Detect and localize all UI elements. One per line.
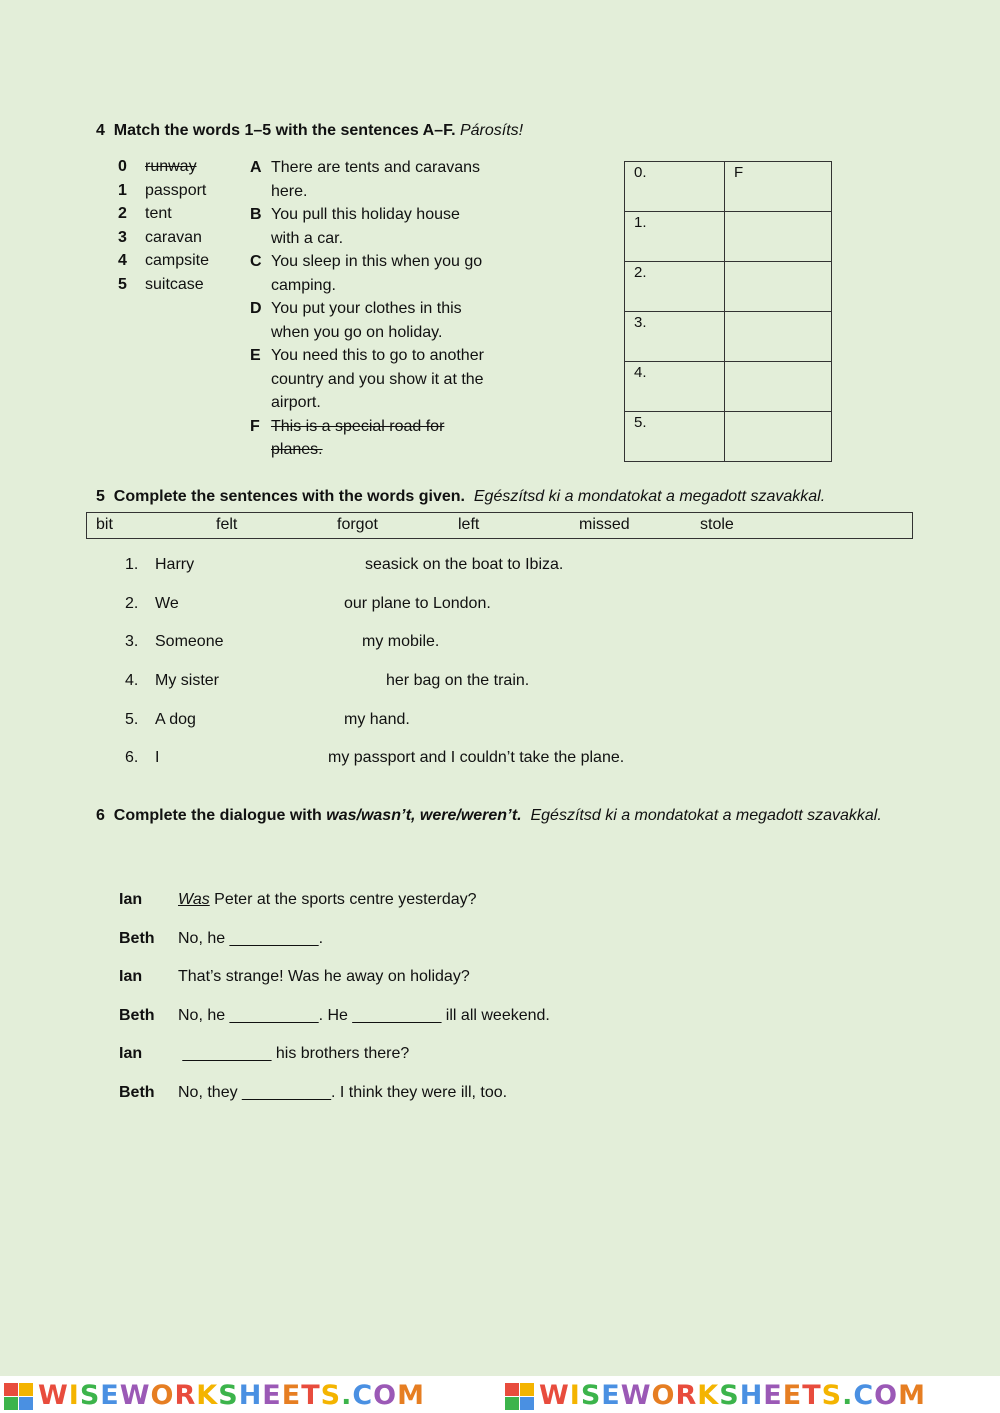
word-item: 5 suitcase [118,275,204,293]
speaker: Beth [119,1007,155,1024]
dialogue-line: Beth No, he __________. [119,930,324,947]
answer-blank[interactable]: __________ [352,1007,442,1024]
section-4-title: Match the words 1–5 with the sentences A–F. [113,122,456,139]
dialogue-line: Beth No, they __________. I think they were ill, too. [119,1084,508,1101]
answer-label: 4. [625,362,725,412]
answer-label: 3. [625,312,725,362]
section-4-number: 4 [96,122,105,139]
answer-label: 2. [625,262,725,312]
sentence-list [250,156,490,462]
answer-label: 0. [625,162,725,212]
word-item: 3 caravan [118,228,202,246]
section-6-heading [96,804,909,828]
answer-blank[interactable]: __________ [242,1084,332,1101]
section-6-number: 6 [96,807,105,824]
table-row [625,362,832,412]
table-row [625,162,832,212]
answer-blank[interactable]: __________ [182,1045,272,1062]
answer-cell[interactable]: F [725,162,832,212]
word-bank-item: stole [700,516,734,533]
answer-cell[interactable] [725,312,832,362]
section-6-title-words: was/wasn’t, were/weren’t. [326,807,522,824]
sentence-line: 4. My sister her bag on the train. [125,672,530,689]
section-5-title-hu: Egészítsd ki a mondatokat a megadott szavakkal. [473,488,826,505]
answer-blank[interactable]: __________ [229,1007,319,1024]
speaker: Beth [119,930,155,947]
brand-watermark [4,1380,425,1411]
sentence-line: 5. A dog my hand. [125,711,410,728]
brand-watermark [505,1380,926,1411]
sentence-item: C You sleep in this when you go camping. [250,253,483,294]
section-5-title: Complete the sentences with the words given. [113,488,465,505]
answer-cell[interactable] [725,412,832,462]
section-4-heading [96,122,523,140]
speaker: Ian [119,968,143,985]
dialogue-line: Beth No, he __________. He __________ ill all weekend. [119,1007,550,1024]
logo-icon [505,1383,535,1411]
table-row [625,262,832,312]
sentence-line: 6. I my passport and I couldn’t take the plane. [125,749,625,766]
speaker: Ian [119,891,143,908]
answer-cell[interactable] [725,212,832,262]
word-bank-item: left [458,516,480,533]
dialogue-line: Ian __________ his brothers there? [119,1045,410,1062]
section-4-title-hu: Párosíts! [459,122,524,139]
word-item: 2 tent [118,205,172,222]
sentence-item: B You pull this holiday house with a car. [250,206,460,247]
word-list [118,156,209,297]
section-5-heading [96,488,825,506]
answer-label: 1. [625,212,725,262]
sentence-item: E You need this to go to another country and you show it at the airport. [250,347,484,411]
dialogue-line: Ian Was Peter at the sports centre yesterday? [119,891,477,908]
logo-icon [4,1383,34,1411]
sentence-item: A There are tents and caravans here. [250,159,481,200]
section-6-title-hu: Egészítsd ki a mondatokat a megadott szavakkal. [530,807,882,824]
word-item: 0 runway [118,158,197,175]
sentence-line: 2. We our plane to London. [125,595,491,612]
table-row [625,412,832,462]
answer-blank[interactable]: __________ [229,930,319,947]
word-item: 4 campsite [118,252,210,269]
word-item: 1 passport [118,181,207,199]
word-bank-item: forgot [337,516,378,533]
dialogue-line: Ian That’s strange! Was he away on holiday? [119,968,470,985]
brand-text: WISEWORKSHEETS.COM [38,1380,425,1411]
table-row [625,212,832,262]
word-bank-item: missed [579,516,630,533]
brand-text: WISEWORKSHEETS.COM [539,1380,926,1411]
footer-watermark [0,1376,1000,1413]
sentence-line: 3. Someone my mobile. [125,633,440,650]
word-bank-item: felt [216,516,238,533]
example-answer: Was [178,891,210,908]
sentence-item: F This is a special road for planes. [250,417,445,458]
answer-table [624,161,832,462]
speaker: Ian [119,1045,143,1062]
table-row [625,312,832,362]
section-6-title: Complete the dialogue with [113,807,322,824]
answer-label: 5. [625,412,725,462]
sentence-item: D You put your clothes in this when you go on holiday. [250,300,462,341]
section-5-number: 5 [96,488,105,505]
sentence-line: 1. Harry seasick on the boat to Ibiza. [125,556,564,573]
answer-cell[interactable] [725,362,832,412]
speaker: Beth [119,1084,155,1101]
word-bank-item: bit [96,516,113,533]
word-bank [86,512,913,539]
answer-cell[interactable] [725,262,832,312]
